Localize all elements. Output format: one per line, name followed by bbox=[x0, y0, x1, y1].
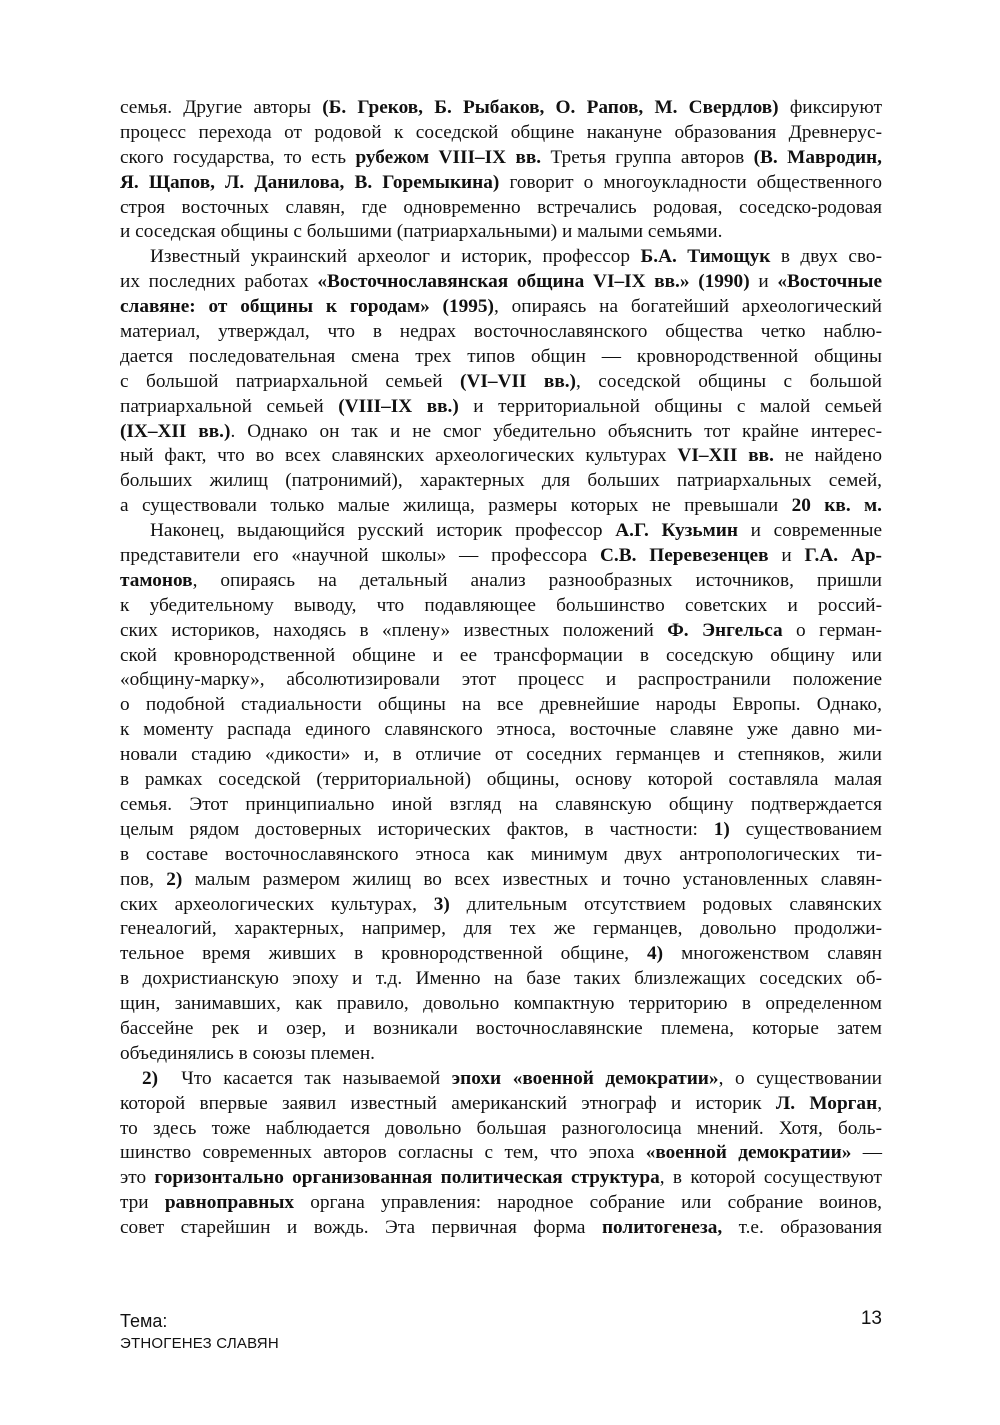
text-run: патриархальной семьей bbox=[120, 395, 339, 417]
text-run: а существовали только малые жилища, размеры которых не превышали bbox=[120, 495, 792, 517]
text-line bbox=[120, 1042, 882, 1067]
bold-text-run: «Восточнославянская община VI–IX вв.» (1990) bbox=[317, 271, 750, 293]
bold-text-run: горизонтально организованная политическая структура bbox=[154, 1167, 660, 1189]
bold-text-run: 1) bbox=[713, 818, 730, 840]
text-run: Что касается так называемой bbox=[158, 1067, 452, 1089]
text-line bbox=[120, 220, 882, 245]
text-line bbox=[120, 843, 882, 868]
text-run: Известный украинский археолог и историк, профессор bbox=[150, 246, 641, 268]
page-footer bbox=[120, 1309, 279, 1355]
bold-text-run: А.Г. Кузьмин bbox=[615, 520, 738, 542]
text-line bbox=[120, 992, 882, 1017]
text-run: и bbox=[749, 271, 778, 293]
text-run: тельное время живших в кровнородственной общине, bbox=[120, 943, 647, 965]
page-number: 13 bbox=[860, 1308, 882, 1329]
text-run: то здесь тоже наблюдается довольно большая разноголосица мнений. Хотя, боль- bbox=[120, 1117, 882, 1139]
text-run: это bbox=[120, 1167, 155, 1189]
bold-text-run: «военной демократии» bbox=[645, 1142, 852, 1164]
text-run: строя восточных славян, где одновременно встречались родовая, соседско-родовая bbox=[120, 196, 882, 218]
text-run: в двух сво- bbox=[770, 246, 882, 268]
text-run: и соседская общины с большими (патриархальными) и малыми семьями. bbox=[120, 221, 723, 243]
bold-text-run: 3) bbox=[433, 893, 450, 915]
footer-topic-title: ЭТНОГЕНЕЗ СЛАВЯН bbox=[120, 1335, 279, 1352]
text-run: и современные bbox=[737, 520, 882, 542]
text-run: т.е. образования bbox=[722, 1217, 882, 1239]
text-line bbox=[120, 270, 882, 295]
text-line bbox=[120, 917, 882, 942]
text-run: в составе восточнославянского этноса как минимум двух антропологических ти- bbox=[120, 843, 882, 865]
text-run: , о существовании bbox=[718, 1067, 883, 1089]
bold-text-run: Л. Морган bbox=[775, 1092, 878, 1114]
text-run: о подобной стадиальности общины на все древнейшие народы Европы. Однако, bbox=[120, 694, 882, 716]
text-run: существованием bbox=[729, 818, 882, 840]
text-line bbox=[120, 171, 882, 196]
text-run: семья. Этот принципиально иной взгляд на славянскую общину подтверждается bbox=[120, 793, 882, 815]
text-run: о герман- bbox=[782, 619, 882, 641]
text-run: Наконец, выдающийся русский историк профессор bbox=[150, 520, 616, 542]
bold-text-run: рубежом VIII–IX вв. bbox=[355, 146, 542, 168]
text-line bbox=[120, 793, 882, 818]
text-run: с большой патриархальной семьей bbox=[120, 370, 461, 392]
text-run: больших жилищ (патронимий), характерных для больших патриархальных семей, bbox=[120, 470, 882, 492]
text-line bbox=[120, 121, 882, 146]
text-run: , опираясь на богатейший археологический bbox=[493, 296, 882, 318]
text-run: пов, bbox=[120, 868, 167, 890]
text-run: — bbox=[851, 1142, 882, 1164]
text-line bbox=[120, 768, 882, 793]
text-run: ских археологических культурах, bbox=[120, 893, 434, 915]
text-line bbox=[120, 245, 882, 270]
bold-text-run: тамонов bbox=[120, 569, 193, 591]
text-line bbox=[120, 519, 882, 544]
text-line bbox=[120, 718, 882, 743]
text-line bbox=[120, 594, 882, 619]
text-run: многоженством славян bbox=[663, 943, 882, 965]
text-run: процесс перехода от родовой к соседской общине накануне образования Древнерус- bbox=[120, 121, 882, 143]
text-run: ского государства, то есть bbox=[120, 146, 356, 168]
text-run: ских историков, находясь в «плену» известных положений bbox=[120, 619, 668, 641]
text-run: материал, утверждал, что в недрах восточнославянского общества четко наблю- bbox=[120, 321, 882, 343]
text-run: к моменту распада единого славянского этноса, восточные славяне уже давно ми- bbox=[120, 719, 882, 741]
text-run: шинство современных авторов согласны с тем, что эпоха bbox=[120, 1142, 646, 1164]
text-line bbox=[120, 444, 882, 469]
bold-text-run: Ф. Энгельса bbox=[667, 619, 783, 641]
text-line bbox=[120, 668, 882, 693]
text-line bbox=[120, 1141, 882, 1166]
bold-text-run: (В. Мавродин, bbox=[753, 146, 882, 168]
text-line bbox=[120, 96, 882, 121]
bold-text-run: эпохи «военной демократии» bbox=[451, 1067, 719, 1089]
text-run: семья. Другие авторы bbox=[120, 97, 323, 118]
bold-text-run: VI–XII вв. bbox=[677, 445, 774, 467]
text-line bbox=[120, 942, 882, 967]
text-line bbox=[120, 1067, 882, 1092]
text-line bbox=[120, 420, 882, 445]
text-line bbox=[120, 295, 882, 320]
bold-text-run: (VIII–IX вв.) bbox=[338, 395, 459, 417]
text-line bbox=[120, 395, 882, 420]
footer-topic-label: Тема: bbox=[120, 1311, 168, 1331]
bold-text-run: 2) bbox=[142, 1067, 159, 1089]
text-run: , опираясь на детальный анализ разнообразных источников, пришли bbox=[192, 569, 882, 591]
bold-text-run: Я. Щапов, Л. Данилова, В. Горемыкина) bbox=[120, 171, 500, 193]
text-line bbox=[120, 320, 882, 345]
text-line bbox=[120, 893, 882, 918]
text-run: и территориальной общины с малой семьей bbox=[458, 395, 883, 417]
text-run: бассейне рек и озер, и возникали восточнославянские племена, которые затем bbox=[120, 1017, 882, 1039]
text-run: и bbox=[768, 545, 805, 567]
text-run: малым размером жилищ во всех известных и точно установленных славян- bbox=[182, 868, 882, 890]
text-run: Третья группа авторов bbox=[541, 146, 754, 168]
text-line bbox=[120, 1191, 882, 1216]
text-run: не найдено bbox=[773, 445, 883, 467]
text-run: дается последовательная смена трех типов общин — кровнородственной общины bbox=[120, 345, 882, 367]
text-line bbox=[120, 868, 882, 893]
bold-text-run: Б.А. Тимощук bbox=[640, 246, 771, 268]
text-run: органа управления: народное собрание или собрание воинов, bbox=[294, 1192, 882, 1214]
text-line bbox=[120, 146, 882, 171]
text-run: говорит о многоукладности общественного bbox=[499, 171, 882, 193]
text-line bbox=[120, 569, 882, 594]
text-line bbox=[120, 1117, 882, 1142]
text-run: «общину-марку», абсолютизировали этот процесс и распространили положение bbox=[120, 669, 882, 691]
text-line bbox=[120, 743, 882, 768]
text-line bbox=[120, 544, 882, 569]
bold-text-run: равноправных bbox=[164, 1192, 295, 1214]
text-run: объединялись в союзы племен. bbox=[120, 1042, 375, 1064]
text-run: , в которой сосуществуют bbox=[659, 1167, 882, 1189]
text-run: в рамках соседской (территориальной) общины, основу которой составляла малая bbox=[120, 769, 882, 791]
text-run: в дохристианскую эпоху и т.д. Именно на базе таких близлежащих соседских об- bbox=[120, 968, 882, 990]
text-line bbox=[120, 370, 882, 395]
bold-text-run: (IX–XII вв.) bbox=[120, 420, 231, 442]
text-run: ской кровнородственной общине и ее трансформации в соседскую общину или bbox=[120, 644, 882, 666]
bold-text-run: Г.А. Ар- bbox=[804, 545, 882, 567]
text-run: , соседской общины с большой bbox=[575, 370, 882, 392]
text-line bbox=[120, 644, 882, 669]
bold-text-run: политогенеза, bbox=[601, 1217, 723, 1239]
text-run: целым рядом достоверных исторических фактов, в частности: bbox=[120, 818, 714, 840]
text-line bbox=[120, 494, 882, 519]
text-line bbox=[120, 345, 882, 370]
text-run: представители его «научной школы» — профессора bbox=[120, 545, 600, 567]
body-text bbox=[120, 96, 882, 1241]
text-run: их последних работах bbox=[120, 271, 318, 293]
text-line bbox=[120, 619, 882, 644]
bold-text-run: 2) bbox=[166, 868, 183, 890]
bold-text-run: «Восточные bbox=[777, 271, 882, 293]
text-run: к убедительному выводу, что подавляющее большинство советских и россий- bbox=[120, 594, 882, 616]
text-run: совет старейшин и вождь. Эта первичная форма bbox=[120, 1217, 602, 1239]
text-line bbox=[120, 693, 882, 718]
bold-text-run: 20 кв. м. bbox=[791, 495, 883, 517]
text-run: три bbox=[120, 1192, 165, 1214]
text-run: генеалогий, характерных, например, для тех же германцев, довольно продолжи- bbox=[120, 918, 882, 940]
text-run: , bbox=[877, 1092, 883, 1114]
text-run: фиксируют bbox=[778, 97, 882, 118]
text-run: щин, занимавших, как правило, довольно компактную территорию в определенном bbox=[120, 993, 882, 1015]
text-line bbox=[120, 1216, 882, 1241]
text-line bbox=[120, 818, 882, 843]
text-run: длительным отсутствием родовых славянских bbox=[449, 893, 882, 915]
bold-text-run: (Б. Греков, Б. Рыбаков, О. Рапов, М. Свердлов) bbox=[322, 97, 779, 118]
text-line bbox=[120, 1017, 882, 1042]
text-line bbox=[120, 967, 882, 992]
text-run: . Однако он так и не смог убедительно объяснить тот крайне интерес- bbox=[230, 420, 882, 442]
text-run: ный факт, что во всех славянских археологических культурах bbox=[120, 445, 678, 467]
text-run: новали стадию «дикости» и, в отличие от соседних германцев и степняков, жили bbox=[120, 744, 882, 766]
text-line bbox=[120, 196, 882, 221]
text-line bbox=[120, 1092, 882, 1117]
text-line bbox=[120, 469, 882, 494]
bold-text-run: С.В. Перевезенцев bbox=[600, 545, 769, 567]
bold-text-run: (VI–VII вв.) bbox=[460, 370, 576, 392]
bold-text-run: 4) bbox=[647, 943, 664, 965]
bold-text-run: славяне: от общины к городам» (1995) bbox=[120, 296, 494, 318]
text-line bbox=[120, 1166, 882, 1191]
text-run: которой впервые заявил известный американский этнограф и историк bbox=[120, 1092, 776, 1114]
